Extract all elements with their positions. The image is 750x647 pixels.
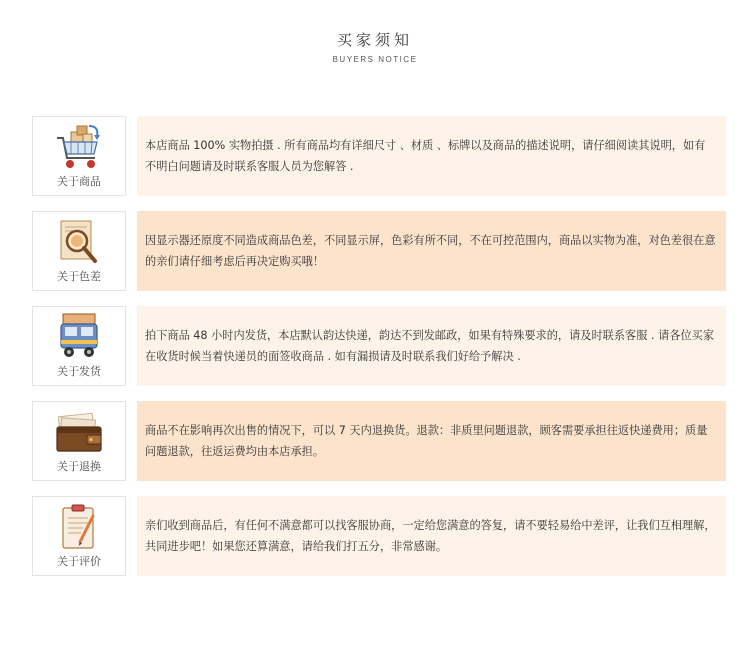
notice-text-products: 本店商品 100% 实物拍摄 . 所有商品均有详细尺寸 、材质 、标牌以及商品的描述说明，请仔细阅读其说明，如有不明白问题请及时联系客服人员为您解答 .	[145, 139, 706, 173]
text-panel-products	[137, 116, 726, 196]
text-panel-shipping	[137, 306, 726, 386]
notice-row-color	[32, 211, 726, 291]
icon-box-reviews	[32, 496, 126, 576]
page-subtitle: BUYERS NOTICE	[332, 55, 418, 64]
icon-box-color	[32, 211, 126, 291]
text-panel-reviews	[137, 496, 726, 576]
wallet-icon	[53, 407, 105, 457]
icon-box-products	[32, 116, 126, 196]
icon-box-returns	[32, 401, 126, 481]
text-panel-color	[137, 211, 726, 291]
shopping-cart-icon	[53, 122, 105, 172]
notice-text-shipping: 拍下商品 48 小时内发货，本店默认韵达快递，韵达不到发邮政，如果有特殊要求的，请及时联系客服 . 请各位买家在收货时候当着快递员的面签收商品 . 如有漏损请及时联系我们好给予解决 .	[145, 329, 715, 363]
notice-row-products	[32, 116, 726, 196]
icon-label-products: 关于商品	[57, 175, 101, 188]
notice-text-returns: 商品不在影响再次出售的情况下，可以 7 天内退换货。退款：非质里问题退款，顾客需要承担往返快递费用；质量问题退款，往返运费均由本店承担。	[145, 424, 708, 458]
clipboard-pen-icon	[53, 502, 105, 552]
page-title: 买家须知	[336, 31, 413, 49]
notice-row-reviews	[32, 496, 726, 576]
notice-text-color: 因显示器还原度不同造成商品色差，不同显示屏，色彩有所不同，不在可控范围内，商品以实物为准，对色差很在意的亲们请仔细考虑后再决定购买哦！	[145, 234, 716, 268]
icon-box-shipping	[32, 306, 126, 386]
icon-label-reviews: 关于评价	[57, 555, 101, 568]
icon-label-color: 关于色差	[57, 270, 101, 283]
icon-label-returns: 关于退换	[57, 460, 101, 473]
notice-row-shipping	[32, 306, 726, 386]
notice-row-returns	[32, 401, 726, 481]
icon-label-shipping: 关于发货	[57, 365, 101, 378]
text-panel-returns	[137, 401, 726, 481]
delivery-truck-icon	[53, 312, 105, 362]
magnifier-icon	[53, 217, 105, 267]
notice-text-reviews: 亲们收到商品后，有任何不满意都可以找客服协商，一定给您满意的答复，请不要轻易给中差评，让我们互相理解，共同进步吧！如果您还算满意，请给我们打五分，非常感谢。	[145, 519, 716, 553]
notice-header	[0, 30, 750, 64]
